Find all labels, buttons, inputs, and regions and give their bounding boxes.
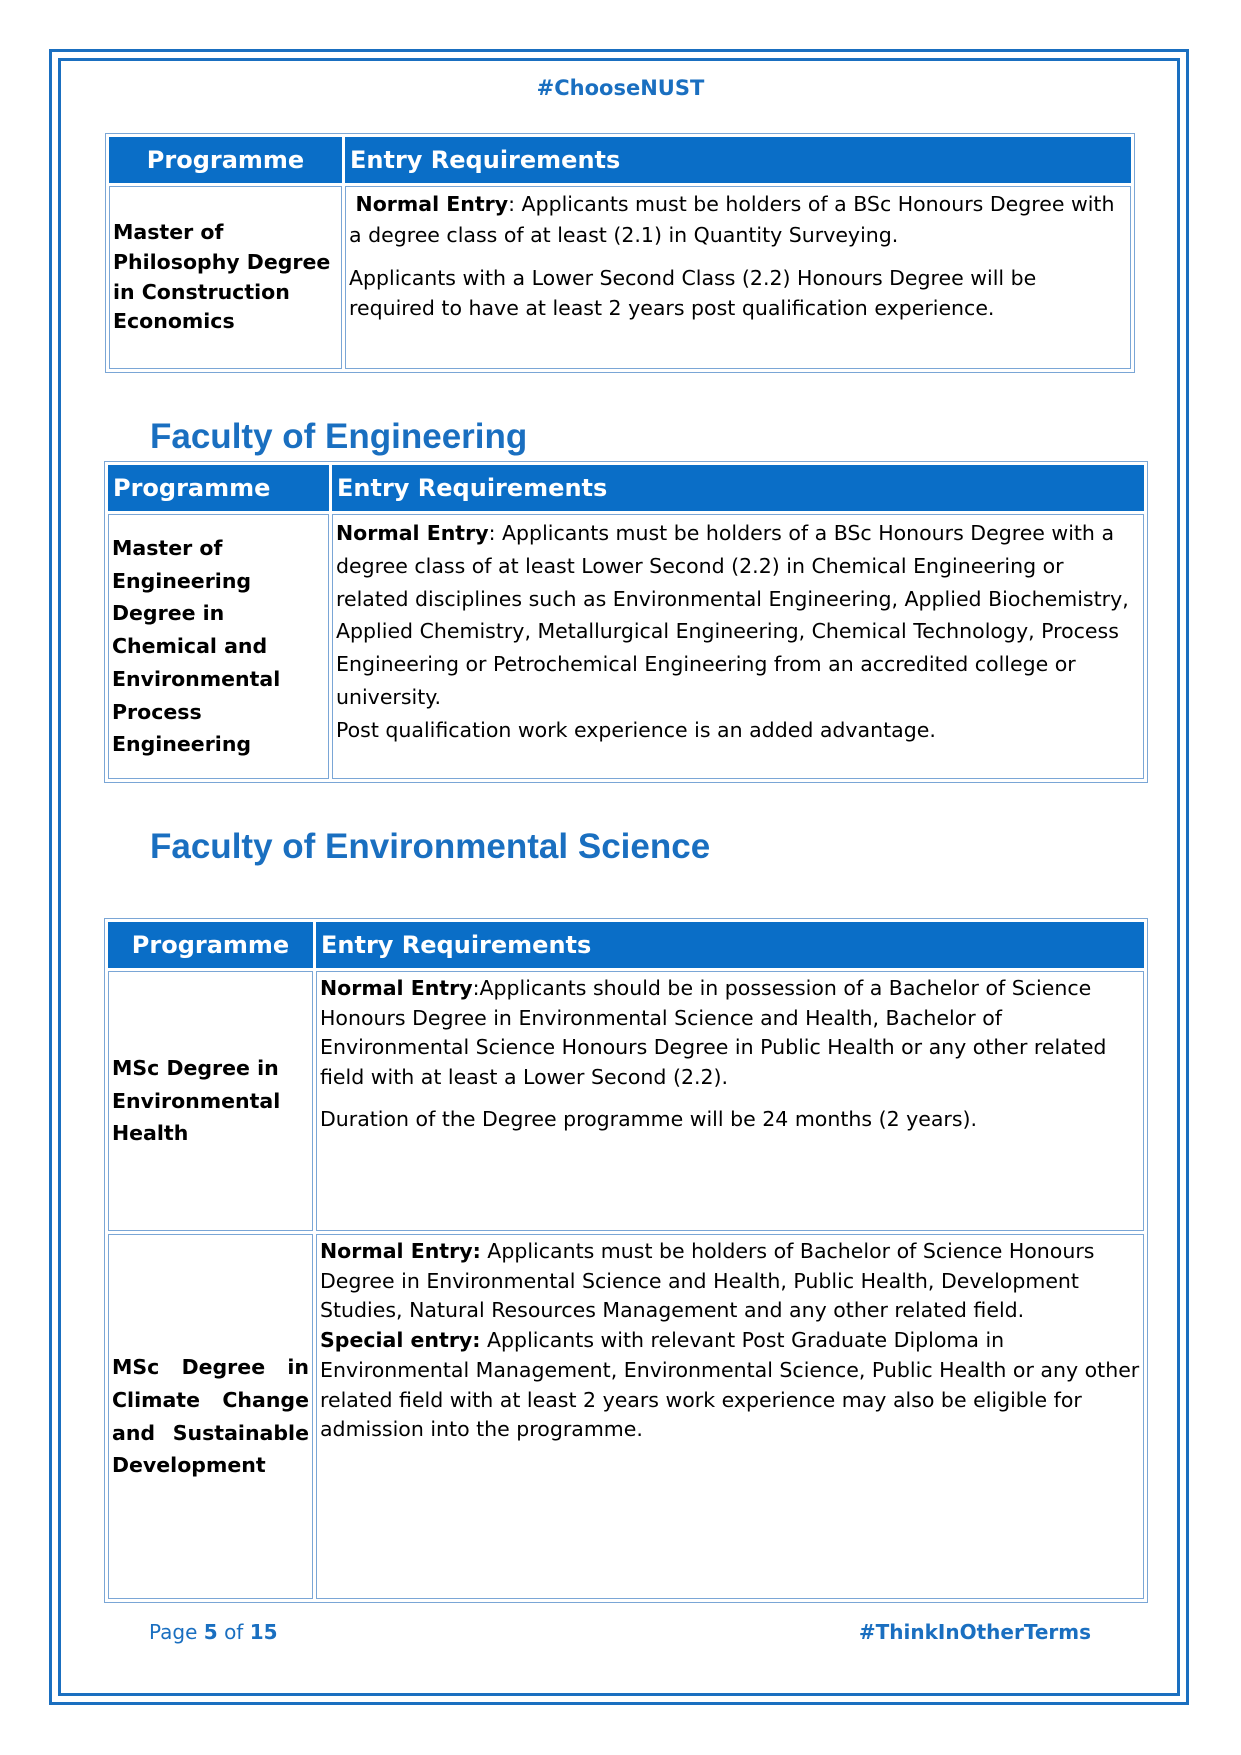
faculty-heading-environmental-science: Faculty of Environmental Science (150, 827, 711, 866)
table-header-row (108, 465, 1144, 511)
page-current: 5 (203, 1620, 218, 1644)
page-number (149, 1620, 278, 1644)
page-total: 15 (249, 1620, 278, 1644)
additional-requirement: Applicants with a Lower Second Class (2.2) Honours Degree will be required to have at least 2 years post qualification experience. (349, 265, 1037, 321)
normal-entry-paragraph (320, 1237, 1140, 1326)
entry-requirements (345, 186, 1131, 369)
special-entry-label: Special entry: (320, 1328, 481, 1353)
special-entry-paragraph (320, 1326, 1140, 1445)
table-row (108, 514, 1144, 779)
requirements-table-environmental-science (104, 918, 1148, 1603)
requirements-table-engineering (104, 461, 1148, 783)
normal-entry-paragraph (336, 517, 1140, 714)
table-header-row (108, 922, 1144, 968)
page-of: of (224, 1620, 244, 1644)
page-word: Page (149, 1620, 198, 1644)
faculty-heading-engineering: Faculty of Engineering (150, 417, 528, 456)
column-header-programme: Programme (109, 137, 342, 183)
programme-name: MSc Degree in Climate Change and Sustainable Development (108, 1234, 313, 1599)
column-header-programme: Programme (108, 922, 313, 968)
normal-entry-text: : Applicants must be holders of a BSc Honours Degree with a degree class of at least (2.1) in Quantity Surveying. (349, 192, 1115, 247)
column-header-programme: Programme (108, 465, 329, 511)
normal-entry-text: :Applicants should be in possession of a Bachelor of Science Honours Degree in Environmental Science and Health, Bachelor of Environmental Science Honours Degree in Public Health or any other related field with at least a Lower Second (2.2). (320, 976, 1107, 1090)
normal-entry-text: : Applicants must be holders of a BSc Honours Degree with a degree class of at least Lower Second (2.2) in Chemical Engineering or related disciplines such as Environmental Engineering, Applied Biochemistry, Applied Chemistry, Metallurgical Engineering, Chemical Technology, Process Engineering or Petrochemical Engineering from an accredited college or university. (336, 521, 1129, 709)
programme-name: Master of Philosophy Degree in Construction Economics (109, 186, 342, 369)
normal-entry-paragraph (349, 189, 1127, 251)
requirements-table-architecture (105, 133, 1135, 373)
normal-entry-label: Normal Entry (320, 976, 473, 1000)
normal-entry-text: Applicants must be holders of Bachelor of Science Honours Degree in Environmental Science and Health, Public Health, Development Studies, Natural Resources Management and any other related field. (320, 1239, 1095, 1323)
entry-requirements (316, 1234, 1144, 1599)
column-header-requirements: Entry Requirements (345, 137, 1131, 183)
special-entry-text: Applicants with relevant Post Graduate Diploma in Environmental Management, Environmental Science, Public Health or any other related field with at least 2 years work experience may also be eligible for admission into the programme. (320, 1328, 1140, 1442)
table-row (108, 971, 1144, 1231)
additional-requirement: Post qualification work experience is an added advantage. (336, 717, 936, 742)
normal-entry-label: Normal Entry: (320, 1239, 481, 1263)
column-header-requirements: Entry Requirements (316, 922, 1144, 968)
entry-requirements (316, 971, 1144, 1231)
column-header-requirements: Entry Requirements (332, 465, 1144, 511)
footer-hashtag: #ThinkInOtherTerms (858, 1620, 1091, 1644)
table-header-row (109, 137, 1131, 183)
table-row (108, 1234, 1144, 1599)
header-hashtag: #ChooseNUST (536, 76, 705, 100)
normal-entry-label: Normal Entry (355, 192, 509, 216)
normal-entry-paragraph (320, 974, 1140, 1093)
programme-name: Master of Engineering Degree in Chemical and Environmental Process Engineering (108, 514, 329, 779)
duration-note: Duration of the Degree programme will be 24 months (2 years). (320, 1106, 978, 1131)
table-row (109, 186, 1131, 369)
programme-name: MSc Degree in Environmental Health (108, 971, 313, 1231)
normal-entry-label: Normal Entry (336, 521, 489, 545)
entry-requirements (332, 514, 1144, 779)
